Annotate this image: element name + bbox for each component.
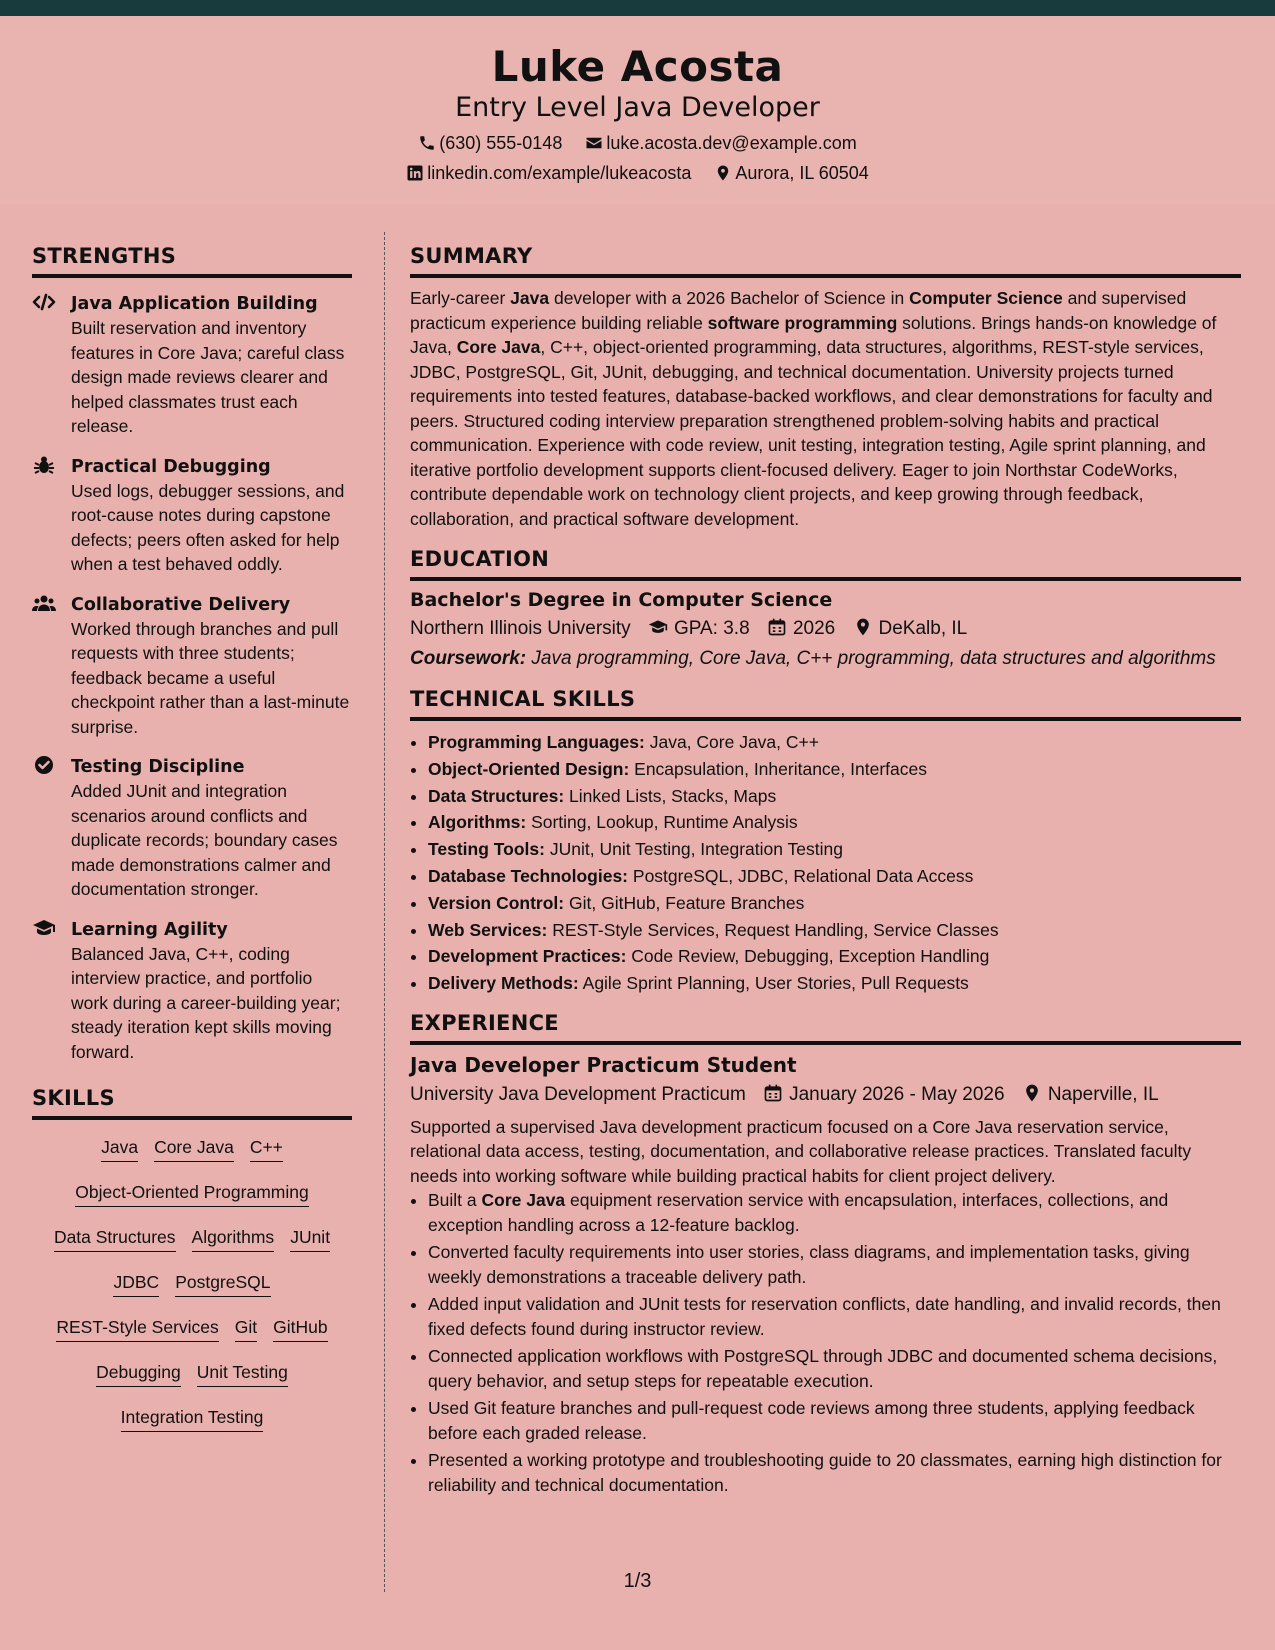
- map-pin-icon: [853, 617, 873, 637]
- technical-skill-value: Agile Sprint Planning, User Stories, Pull Requests: [582, 973, 969, 994]
- education-heading: EDUCATION: [410, 547, 1241, 581]
- experience-bullet: [428, 1344, 1241, 1393]
- experience-dates: January 2026 - May 2026: [789, 1083, 1005, 1105]
- coursework-label: Coursework:: [410, 648, 527, 669]
- calendar-icon: [763, 1083, 783, 1103]
- page-number: 1/3: [623, 1570, 652, 1592]
- technical-skill-label: Programming Languages:: [428, 732, 645, 752]
- strength-title: Java Application Building: [71, 294, 318, 314]
- technical-skill-value: Code Review, Debugging, Exception Handling: [631, 946, 990, 967]
- candidate-name: Luke Acosta: [491, 42, 784, 91]
- strength-description: Balanced Java, C++, coding interview practice, and portfolio work during a career-building year; steady iteration kept skills moving forward.: [71, 943, 341, 1062]
- experience-bullet: [428, 1396, 1241, 1445]
- phone-contact: [418, 133, 567, 153]
- bullet-text: Added input validation and JUnit tests for reservation conflicts, date handling, and invalid records, then fixed defects found during instructor review.: [428, 1294, 1221, 1339]
- strength-title: Testing Discipline: [71, 757, 245, 777]
- strength-description: Built reservation and inventory features in Core Java; careful class design made reviews clearer and helped classmates trust each release.: [71, 318, 345, 436]
- experience-heading: EXPERIENCE: [410, 1011, 1241, 1045]
- skill-tag: JDBC: [113, 1269, 159, 1297]
- technical-skill-item: [428, 863, 1241, 890]
- bullet-text: Built a: [428, 1190, 482, 1211]
- technical-skill-value: Linked Lists, Stacks, Maps: [569, 785, 777, 806]
- bug-icon: [32, 455, 56, 477]
- skills-row: [32, 1404, 352, 1432]
- email-contact: [585, 133, 856, 153]
- technical-skill-label: Development Practices:: [428, 946, 627, 967]
- experience-bullet: [428, 1240, 1241, 1289]
- summary-heading: SUMMARY: [410, 244, 1241, 278]
- technical-skill-value: Sorting, Lookup, Runtime Analysis: [531, 812, 798, 833]
- skills-row: [32, 1134, 352, 1162]
- bullet-text: Connected application workflows with PostgreSQL through JDBC and documented schema decisions, query behavior, and setup steps for repeatable execution.: [428, 1346, 1218, 1391]
- skill-tag: Java: [101, 1134, 138, 1162]
- summary-segment: , C++, object-oriented programming, data structures, algorithms, REST-style services, JDBC, PostgreSQL, Git, JUnit, debugging, and technical documentation. University projects turned requirements into tested features, database-backed workflows, and clear demonstrations for faculty and peers. Structured coding interview preparation strengthened problem-solving habits and practical communication. Experience with code review, unit testing, integration testing, Agile sprint planning, and iterative portfolio development supports client-focused delivery. Eager to join Northstar CodeWorks, contribute dependable work on technology client projects, and keep growing through feedback, collaboration, and practical software development.: [410, 337, 1213, 529]
- strength-title: Collaborative Delivery: [71, 594, 291, 615]
- skill-tag: PostgreSQL: [175, 1269, 270, 1297]
- coursework: [410, 647, 1241, 671]
- summary-segment: Early-career: [410, 288, 511, 308]
- skill-tag: Data Structures: [54, 1224, 176, 1252]
- skill-tag: Integration Testing: [121, 1404, 264, 1432]
- graduation-cap-icon: [32, 918, 56, 940]
- technical-skill-item: [428, 970, 1241, 997]
- skill-tag: REST-Style Services: [56, 1314, 218, 1342]
- strengths-heading: STRENGTHS: [32, 244, 352, 278]
- code-icon: [32, 292, 56, 314]
- technical-skill-item: [428, 783, 1241, 810]
- location-text: Aurora, IL 60504: [735, 162, 869, 183]
- strength-title: Practical Debugging: [71, 456, 271, 477]
- strengths-list: [32, 292, 352, 1064]
- skill-tag: JUnit: [290, 1224, 330, 1252]
- skill-tag: C++: [250, 1134, 283, 1162]
- graduation-cap-icon: [648, 617, 668, 637]
- summary-keyword: software programming: [707, 312, 898, 333]
- technical-skill-label: Version Control:: [428, 892, 565, 913]
- graduation-year: 2026: [792, 618, 836, 639]
- summary-segment: developer with a 2026 Bachelor of Science in: [549, 288, 910, 308]
- strength-title: Learning Agility: [71, 919, 228, 940]
- strength-item: [32, 755, 352, 902]
- technical-skill-item: [428, 756, 1241, 783]
- technical-skill-value: Git, GitHub, Feature Branches: [569, 892, 805, 913]
- technical-skill-label: Web Services:: [428, 919, 548, 940]
- technical-skill-item: [428, 917, 1241, 944]
- resume-header: [0, 16, 1275, 204]
- experience-location: Naperville, IL: [1047, 1083, 1159, 1105]
- technical-skill-item: [428, 943, 1241, 970]
- location-contact: [714, 163, 868, 183]
- summary-keyword: Core Java: [456, 337, 541, 357]
- role-title: Java Developer Practicum Student: [410, 1052, 797, 1077]
- left-column: [32, 244, 352, 1449]
- top-accent-bar: [0, 0, 1275, 16]
- contact-row-1: [0, 131, 1275, 155]
- summary-segment: solutions. Brings hands-on knowledge of Java,: [410, 312, 1217, 357]
- skill-tag: Core Java: [154, 1134, 234, 1162]
- skill-tag: Git: [235, 1314, 257, 1342]
- bullet-text: Used Git feature branches and pull-request code reviews among three students, applying feedback before each graded release.: [428, 1398, 1195, 1443]
- experience-bullet: [428, 1292, 1241, 1341]
- technical-skill-item: [428, 729, 1241, 756]
- education-meta: [410, 615, 1241, 643]
- experience-bullets: [410, 1188, 1241, 1497]
- contact-row-2: [0, 161, 1275, 185]
- skills-row: [32, 1224, 352, 1252]
- strength-description: Used logs, debugger sessions, and root-cause notes during capstone defects; peers often asked for help when a test behaved oddly.: [71, 480, 345, 574]
- bullet-keyword: Core Java: [481, 1190, 566, 1211]
- bullet-text: equipment reservation service with encapsulation, interfaces, collections, and exception handling across a 12-feature backlog.: [428, 1190, 1169, 1235]
- strength-description: Worked through branches and pull requests with three students; feedback became a useful checkpoint rather than a last-minute surprise.: [71, 618, 350, 737]
- summary-segment: and supervised practicum experience building reliable: [410, 288, 1187, 333]
- technical-skill-item: [428, 836, 1241, 863]
- email-text: luke.acosta.dev@example.com: [606, 132, 857, 153]
- bullet-text: Presented a working prototype and troubleshooting guide to 20 classmates, earning high distinction for reliability and technical documentation.: [428, 1450, 1222, 1495]
- skill-tag: Object-Oriented Programming: [75, 1179, 308, 1207]
- technical-skill-item: [428, 809, 1241, 836]
- calendar-icon: [767, 617, 787, 637]
- map-pin-icon: [714, 164, 732, 182]
- candidate-title: Entry Level Java Developer: [455, 92, 820, 124]
- experience-bullet: [428, 1448, 1241, 1497]
- technical-skill-value: Java, Core Java, C++: [649, 732, 819, 752]
- skill-tag: GitHub: [273, 1314, 327, 1342]
- skill-tag: Algorithms: [192, 1224, 275, 1252]
- skill-tag: Unit Testing: [197, 1359, 288, 1387]
- phone-icon: [418, 134, 436, 152]
- linkedin-text: linkedin.com/example/lukeacosta: [427, 162, 692, 183]
- envelope-icon: [585, 134, 603, 152]
- skills-cloud: [32, 1128, 352, 1432]
- check-circle-icon: [32, 755, 56, 777]
- education-location: DeKalb, IL: [878, 618, 968, 639]
- technical-skill-label: Testing Tools:: [428, 839, 545, 860]
- strength-item: [32, 455, 352, 577]
- phone-text: (630) 555-0148: [439, 132, 563, 153]
- technical-skill-value: PostgreSQL, JDBC, Relational Data Access: [632, 865, 974, 886]
- experience-description: Supported a supervised Java development practicum focused on a Core Java reservation service, relational data access, testing, documentation, and collaborative release practices. Translated faculty needs into working software while building practical habits for client project delivery.: [410, 1116, 1192, 1186]
- technical-skill-value: REST-Style Services, Request Handling, Service Classes: [552, 919, 999, 940]
- strength-item: [32, 593, 352, 740]
- technical-skills-list: [410, 729, 1241, 997]
- technical-skill-item: [428, 890, 1241, 917]
- summary-keyword: Computer Science: [909, 288, 1063, 308]
- strength-item: [32, 292, 352, 439]
- technical-skill-label: Object-Oriented Design:: [428, 758, 630, 779]
- skills-row: [32, 1269, 352, 1297]
- right-column: [410, 244, 1241, 1500]
- experience-meta: [410, 1081, 1241, 1109]
- linkedin-contact: [406, 163, 696, 183]
- technical-skill-label: Algorithms:: [428, 812, 527, 833]
- school-name: Northern Illinois University: [410, 618, 631, 639]
- skill-tag: Debugging: [96, 1359, 181, 1387]
- linkedin-icon: [406, 164, 424, 182]
- gpa-text: GPA: 3.8: [673, 618, 750, 639]
- technical-skills-heading: TECHNICAL SKILLS: [410, 687, 1241, 721]
- technical-skill-label: Delivery Methods:: [428, 973, 579, 994]
- users-icon: [32, 593, 56, 615]
- strength-description: Added JUnit and integration scenarios around conflicts and duplicate records; boundary cases made demonstrations calmer and documentation stronger.: [71, 781, 338, 899]
- column-divider: [384, 232, 385, 1592]
- summary-keyword: Java: [510, 288, 550, 308]
- map-pin-icon: [1022, 1083, 1042, 1103]
- summary-text: [410, 286, 1241, 531]
- technical-skill-value: Encapsulation, Inheritance, Interfaces: [634, 758, 927, 779]
- skills-row: [32, 1179, 352, 1207]
- degree-title: Bachelor's Degree in Computer Science: [410, 589, 833, 611]
- experience-bullet: [428, 1188, 1241, 1237]
- organization-name: University Java Development Practicum: [410, 1083, 746, 1105]
- technical-skill-value: JUnit, Unit Testing, Integration Testing: [549, 839, 843, 860]
- skills-heading: SKILLS: [32, 1086, 352, 1120]
- technical-skill-label: Data Structures:: [428, 785, 565, 806]
- coursework-text: Java programming, Core Java, C++ programming, data structures and algorithms: [531, 648, 1216, 669]
- skills-row: [32, 1314, 352, 1342]
- bullet-text: Converted faculty requirements into user stories, class diagrams, and implementation tasks, giving weekly demonstrations a traceable delivery path.: [428, 1242, 1190, 1287]
- strength-item: [32, 918, 352, 1065]
- skills-row: [32, 1359, 352, 1387]
- technical-skill-label: Database Technologies:: [428, 865, 629, 886]
